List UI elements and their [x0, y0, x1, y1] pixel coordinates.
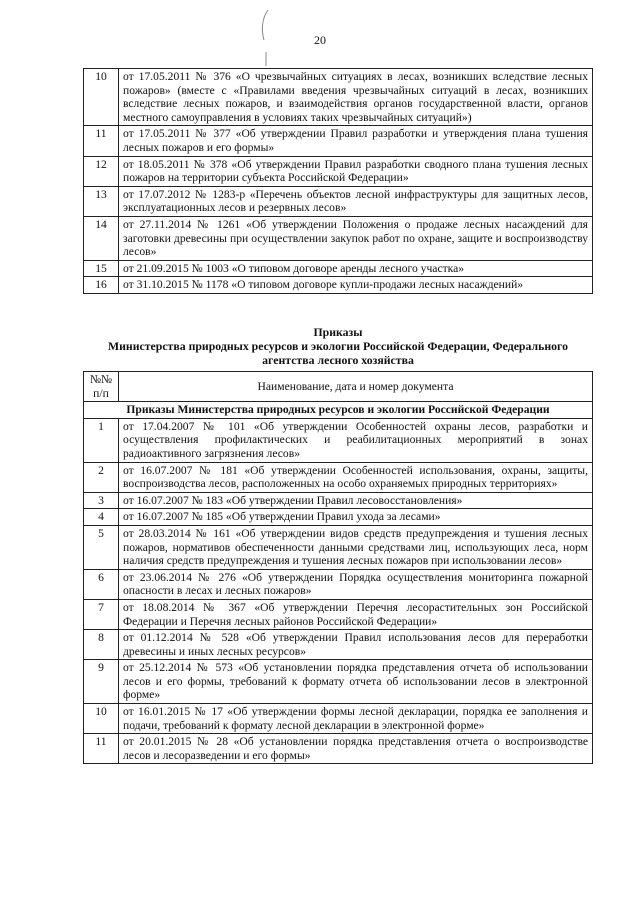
row-document-text: от 01.12.2014 № 528 «Об утверждении Правил использования лесов для переработки древесины и иных лесных ресурсов» — [119, 630, 593, 660]
row-document-text: от 17.04.2007 № 101 «Об утверждении Особенностей охраны лесов, разработки и осуществления профилактических и реабилитационных мероприятий в зонах радиоактивного загрязнения лесов» — [119, 418, 593, 462]
row-number: 11 — [84, 126, 119, 156]
orders-table — [83, 371, 593, 764]
row-document-text: от 27.11.2014 № 1261 «Об утверждении Положения о продаже лесных насаждений для заготовки древесины при осуществлении закупок работ по охране, защите и воспроизводству лесов» — [119, 216, 593, 260]
table-row — [84, 509, 593, 526]
page-number: 20 — [314, 33, 326, 47]
row-document-text: от 17.07.2012 № 1283-р «Перечень объектов лесной инфраструктуры для защитных лесов, эксплуатационных лесов и резервных лесов» — [119, 186, 593, 216]
row-document-text: от 23.06.2014 № 276 «Об утверждении Порядка осуществления мониторинга пожарной опасности в лесах и лесных пожаров» — [119, 569, 593, 599]
row-number: 11 — [84, 734, 119, 764]
row-document-text: от 28.03.2014 № 161 «Об утверждении видов средств предупреждения и тушения лесных пожаров, нормативов обеспеченности данными средствами лиц, использующих леса, норм наличия средств предупреждения и тушения лесных пожаров при использовании лесов» — [119, 525, 593, 569]
section-title-line-3: агентства лесного хозяйства — [262, 353, 414, 367]
row-number: 9 — [84, 660, 119, 704]
table-row — [84, 704, 593, 734]
section-title — [83, 325, 593, 367]
row-number: 14 — [84, 216, 119, 260]
row-number: 10 — [84, 69, 119, 126]
row-number: 7 — [84, 599, 119, 629]
row-number: 3 — [84, 492, 119, 509]
table-row — [84, 69, 593, 126]
row-number: 5 — [84, 525, 119, 569]
table-row — [84, 126, 593, 156]
table-row — [84, 660, 593, 704]
row-document-text: от 21.09.2015 № 1003 «О типовом договоре аренды лесного участка» — [119, 260, 593, 277]
row-number: 10 — [84, 704, 119, 734]
table-row — [84, 630, 593, 660]
table-row — [84, 156, 593, 186]
row-document-text: от 31.10.2015 № 1178 «О типовом договоре купли-продажи лесных насаждений» — [119, 277, 593, 294]
row-number: 15 — [84, 260, 119, 277]
section-title-line-1: Приказы — [313, 325, 363, 339]
table-row — [84, 599, 593, 629]
table-header-row — [84, 372, 593, 402]
row-document-text: от 20.01.2015 № 28 «Об установлении порядка представления отчета о воспроизводстве лесов и лесоразведении и его формы» — [119, 734, 593, 764]
row-document-text: от 17.05.2011 № 376 «О чрезвычайных ситуациях в лесах, возникших вследствие лесных пожаров» (вместе с «Правилами введения чрезвычайных ситуаций в лесах, возникших вследствие лесных пожаров, и взаимодействия органов государственной власти, органов местного самоуправления в условиях таких чрезвычайных ситуаций») — [119, 69, 593, 126]
row-document-text: от 18.05.2011 № 378 «Об утверждении Правил разработки сводного плана тушения лесных пожаров на территории субъекта Российской Федерации» — [119, 156, 593, 186]
header-name: Наименование, дата и номер документа — [119, 372, 593, 402]
row-number: 6 — [84, 569, 119, 599]
row-number: 12 — [84, 156, 119, 186]
table-row — [84, 186, 593, 216]
row-number: 1 — [84, 418, 119, 462]
table-row — [84, 260, 593, 277]
table-row — [84, 462, 593, 492]
row-number: 13 — [84, 186, 119, 216]
table-row — [84, 492, 593, 509]
row-document-text: от 17.05.2011 № 377 «Об утверждении Правил разработки и утверждения плана тушения лесных пожаров и его формы» — [119, 126, 593, 156]
table-row — [84, 734, 593, 764]
row-document-text: от 16.01.2015 № 17 «Об утверждении формы лесной декларации, порядка ее заполнения и подачи, требований к формату лесной декларации в электронной форме» — [119, 704, 593, 734]
row-document-text: от 16.07.2007 № 183 «Об утверждении Правил лесовосстановления» — [119, 492, 593, 509]
group-row — [84, 402, 593, 419]
row-number: 16 — [84, 277, 119, 294]
header-num: №№ п/п — [84, 372, 119, 402]
acts-table-continued — [83, 68, 593, 294]
row-number: 4 — [84, 509, 119, 526]
row-document-text: от 18.08.2014 № 367 «Об утверждении Перечня лесорастительных зон Российской Федерации и Перечня лесных районов Российской Федерации» — [119, 599, 593, 629]
group-title: Приказы Министерства природных ресурсов и экологии Российской Федерации — [84, 402, 593, 419]
row-number: 2 — [84, 462, 119, 492]
row-document-text: от 16.07.2007 № 181 «Об утверждении Особенностей использования, охраны, защиты, воспроизводства лесов, расположенных на особо охраняемых природных территориях» — [119, 462, 593, 492]
table-row — [84, 418, 593, 462]
table-row — [84, 569, 593, 599]
table-row — [84, 216, 593, 260]
section-title-line-2: Министерства природных ресурсов и экологии Российской Федерации, Федерального — [107, 339, 569, 353]
row-number: 8 — [84, 630, 119, 660]
row-document-text: от 16.07.2007 № 185 «Об утверждении Правил ухода за лесами» — [119, 509, 593, 526]
table-row — [84, 277, 593, 294]
row-document-text: от 25.12.2014 № 573 «Об установлении порядка представления отчета об использовании лесов и его формы, требований к формату отчета об использовании лесов в электронной форме» — [119, 660, 593, 704]
table-row — [84, 525, 593, 569]
